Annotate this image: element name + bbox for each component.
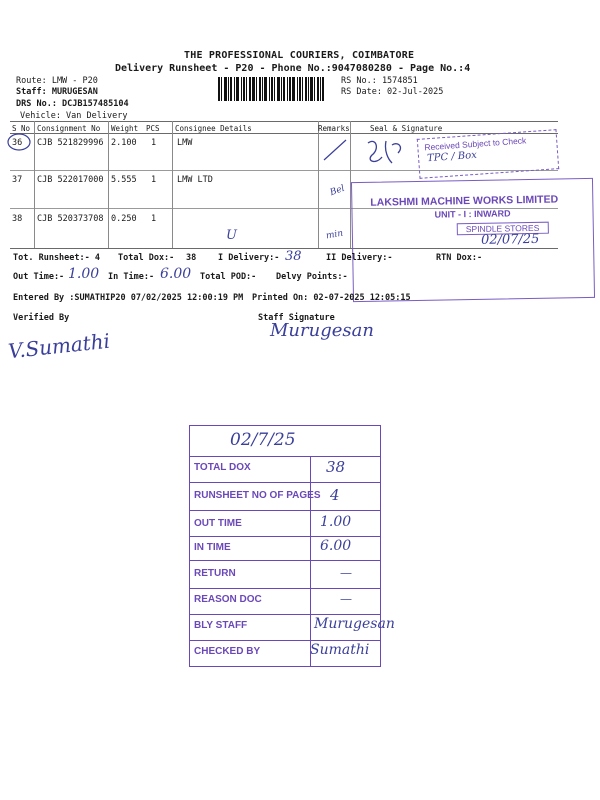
row-consignee: LMW bbox=[177, 138, 193, 148]
rs-number: RS No.: 1574851 bbox=[341, 76, 418, 86]
row-sno: 38 bbox=[12, 214, 23, 224]
col-remarks: Remarks bbox=[318, 124, 350, 133]
lmw-stamp-date: 02/07/25 bbox=[480, 231, 540, 248]
row-consignment: CJB 521829996 bbox=[37, 138, 104, 148]
vehicle-label: Vehicle: Van Delivery bbox=[20, 111, 128, 121]
summary-stamp bbox=[189, 425, 395, 667]
summary-label: REASON DOC bbox=[194, 594, 262, 605]
rs-date: RS Date: 02-Jul-2025 bbox=[341, 87, 444, 97]
in-time-label: In Time:- bbox=[108, 272, 155, 282]
barcode bbox=[218, 77, 333, 101]
summary-date: 02/7/25 bbox=[230, 430, 296, 450]
verified-by-label: Verified By bbox=[13, 313, 70, 323]
row-weight: 5.555 bbox=[111, 175, 137, 185]
row-pcs: 1 bbox=[151, 138, 157, 148]
printed-on: Printed On: 02-07-2025 12:05:15 bbox=[252, 293, 411, 303]
signature-scribble bbox=[362, 135, 412, 167]
summary-label: TOTAL DOX bbox=[194, 462, 251, 473]
verified-signature: V.Sumathi bbox=[7, 328, 112, 364]
lmw-inward-stamp bbox=[351, 178, 595, 302]
summary-value: 1.00 bbox=[320, 514, 352, 530]
rtn-dox-label: RTN Dox:- bbox=[436, 253, 483, 263]
lmw-stamp-name: LAKSHMI MACHINE WORKS LIMITED bbox=[370, 193, 559, 209]
out-time-hand: 1.00 bbox=[68, 266, 100, 282]
tick-mark bbox=[320, 136, 350, 164]
row-consignment: CJB 520373708 bbox=[37, 214, 104, 224]
drs-number: DRS No.: DCJB157485104 bbox=[16, 99, 129, 109]
received-stamp bbox=[417, 129, 559, 179]
route-label: Route: LMW - P20 bbox=[16, 76, 98, 86]
summary-label: RETURN bbox=[194, 568, 236, 579]
company-title: THE PROFESSIONAL COURIERS, COIMBATORE bbox=[184, 50, 415, 61]
col-weight: Weight bbox=[111, 124, 139, 133]
row-weight: 2.100 bbox=[111, 138, 137, 148]
row-sno: 37 bbox=[12, 175, 23, 185]
summary-value: — bbox=[340, 566, 352, 580]
row-consignee: LMW LTD bbox=[177, 175, 213, 185]
runsheet-subtitle: Delivery Runsheet - P20 - Phone No.:9047080280 - Page No.:4 bbox=[115, 63, 471, 74]
circle-mark bbox=[6, 132, 32, 152]
row37-remark: Bel bbox=[328, 183, 347, 199]
summary-value: Sumathi bbox=[310, 642, 370, 658]
summary-value: 6.00 bbox=[320, 538, 352, 554]
row-pcs: 1 bbox=[151, 214, 157, 224]
i-delivery-hand: 38 bbox=[285, 249, 302, 264]
ii-delivery-label: II Delivery:- bbox=[326, 253, 393, 263]
entered-by: Entered By :SUMATHIP20 07/02/2025 12:00:19 PM bbox=[13, 293, 244, 303]
summary-label: CHECKED BY bbox=[194, 646, 261, 657]
summary-label: BLY STAFF bbox=[194, 620, 248, 631]
staff-label: Staff: MURUGESAN bbox=[16, 87, 98, 97]
col-sno: S No bbox=[12, 124, 31, 133]
summary-label: RUNSHEET NO OF PAGES bbox=[194, 490, 321, 501]
summary-label: IN TIME bbox=[194, 542, 231, 553]
row-sno: 36 bbox=[12, 138, 23, 148]
summary-value: Murugesan bbox=[314, 616, 395, 632]
lmw-stamp-unit: UNIT - I : INWARD bbox=[434, 208, 511, 220]
total-dox-label: Total Dox:- bbox=[118, 253, 175, 263]
row38-min: min bbox=[325, 228, 344, 242]
col-pcs: PCS bbox=[146, 124, 160, 133]
out-time-label: Out Time:- bbox=[13, 272, 65, 282]
row38-mark: U bbox=[226, 228, 237, 243]
col-seal: Seal & Signature bbox=[370, 124, 443, 133]
summary-value: — bbox=[340, 592, 352, 606]
tot-runsheet: Tot. Runsheet:- 4 bbox=[13, 253, 100, 263]
summary-value: 4 bbox=[330, 486, 340, 504]
i-delivery-label: I Delivery:- bbox=[218, 253, 280, 263]
received-stamp-text: Received Subject to Check bbox=[424, 135, 527, 153]
summary-value: 38 bbox=[326, 458, 346, 476]
in-time-hand: 6.00 bbox=[160, 266, 192, 282]
received-stamp-hand: TPC / Box bbox=[426, 149, 478, 165]
staff-signature: Murugesan bbox=[270, 320, 374, 341]
summary-label: OUT TIME bbox=[194, 518, 242, 529]
delvy-points-label: Delvy Points:- bbox=[276, 272, 348, 282]
col-consignment: Consignment No bbox=[37, 124, 101, 133]
total-dox-value: 38 bbox=[186, 253, 197, 263]
staff-signature-label: Staff Signature bbox=[258, 313, 335, 323]
row-weight: 0.250 bbox=[111, 214, 137, 224]
row-pcs: 1 bbox=[151, 175, 157, 185]
row-consignment: CJB 522017000 bbox=[37, 175, 104, 185]
lmw-stamp-spindle: SPINDLE STORES bbox=[457, 222, 549, 236]
col-consignee: Consignee Details bbox=[175, 124, 252, 133]
total-pod-label: Total POD:- bbox=[200, 272, 257, 282]
